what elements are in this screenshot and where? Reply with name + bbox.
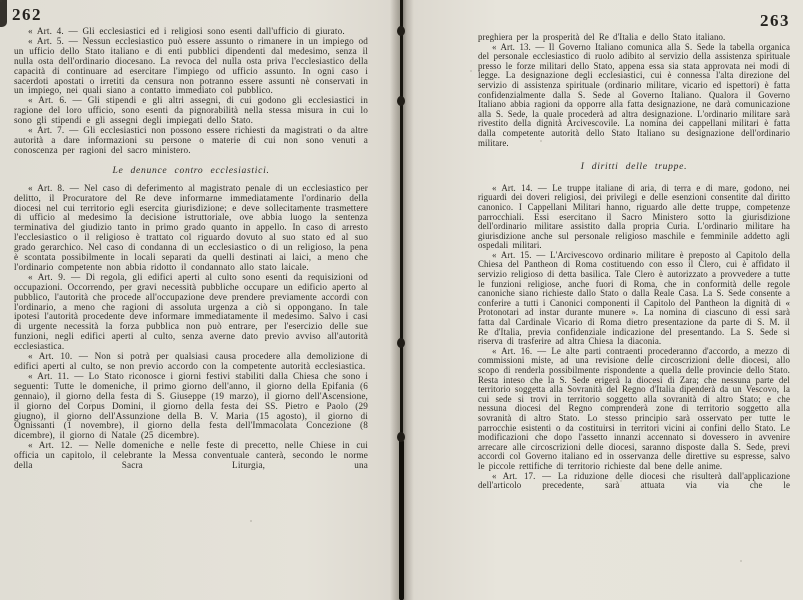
binding-stitch [397,26,405,36]
gutter-binding-line-bottom [399,440,404,600]
binding-stitch [397,432,405,442]
left-section-heading: Le denunce contro ecclesiastici. [112,164,270,176]
article-11: « Art. 11. — Lo Stato riconosce i giorni festivi stabiliti dalla Chiesa che sono i seguenti: Tutte le domeniche, il primo giorno dell'anno, il giorno della Epifania (6 gennaio), il giorno della festa di S. Giuseppe (19 marzo), il giorno dell'Ascensione, il giorno del Corpus Domini, il giorno della festa dei SS. Pietro e Paolo (29 giugno), il giorno dell'Assunzione della B. V. Maria (15 agosto), il giorno di Ognissanti (1 novembre), il giorno della festa dell'Immacolata Concezione (8 dicembre), il giorno di Natale (25 dicembre). [14,370,368,441]
article-6: « Art. 6. — Gli stipendi e gli altri assegni, di cui godono gli ecclesiastici in ragione del loro ufficio, sono esenti da pignorabilità nella stessa misura in cui lo sono gli stipendi e gli assegni degli impiegati dello Stato. [14,95,368,126]
article-8: « Art. 8. — Nel caso di deferimento al magistrato penale di un ecclesiastico per delitto, il Procuratore del Re deve informarne immediatamente l'ordinario della diocesi nel cui territorio egli esercita giurisdizione; e deve sollecitamente trasmettere di ufficio al medesimo la decisione istruttoriale, ove abbia luogo la sentenza terminativa del giudizio tanto in primo grado quanto in appello. In caso di arresto l'ecclesiastico o il religioso è trattato col riguardo dovuto al suo stato ed al suo grado gerarchico. Nel caso di condanna di un ecclesiastico o di un religioso, la pena è scontata possibilmente in locali separati da quelli destinati ai laici, a meno che l'ordinario competente non abbia ridotto il condannato allo stato laicale. [14,182,368,272]
article-5: « Art. 5. — Nessun ecclesiastico può essere assunto o rimanere in un impiego od un ufficio dello Stato italiano e di enti pubblici dipendenti dal medesimo, senza il nulla osta dell'ordinario diocesano. La revoca del nulla osta priva l'ecclesiastico della capacità di continuare ad esercitare l'impiego od ufficio assunto. In ogni caso i sacerdoti apostati o irretiti da censura non potranno essere assunti nè conservati in un impiego, nei quali siano a contatto immediato col pubblico. [14,35,368,96]
article-7: « Art. 7. — Gli ecclesiastici non possono essere richiesti da magistrati o da altre autorità a dare informazioni su persone o materie di cui non sono venuti a conoscenza per ragioni del sacro ministero. [14,125,368,155]
page-number-right: 263 [760,11,790,30]
right-text-column [478,33,790,597]
right-section-heading: I diritti delle truppe. [580,161,688,173]
binding-stitch [397,96,405,106]
binding-stitch [397,338,405,348]
article-13: « Art. 13. — Il Governo Italiano comunica alla S. Sede la tabella organica del personale ecclesiastico di ruolo adibito al servizio della assistenza spirituale presso le forze militari dello Stato, appena essa sia stata approvata nei modi di legge. La designazione degli ecclesiastici, cui è connessa l'alta direzione del servizio di assistenza spirituale (ordinario militare, vicario ed ispettori) è fatta confidenzialmente dalla S. Sede al Governo Italiano. Qualora il Governo Italiano abbia ragioni da opporre alla fatta designazione, ne darà comunicazione alla S. Sede, la quale procederà ad altra designazione. L'ordinario militare sarà rivestito della dignità Arcivescovile. La nomina dei cappellani militari è fatta dalla competente autorità dello Stato Italiano su designazione dell'ordinario militare. [478,41,790,148]
left-text-column [14,27,368,597]
article-10: « Art. 10. — Non si potrà per qualsiasi causa procedere alla demolizione di edifici aperti al culto, se non previo accordo con la competente autorità ecclesiastica. [14,351,368,371]
article-12: « Art. 12. — Nelle domeniche e nelle feste di precetto, nelle Chiese in cui officia un capitolo, il celebrante la Messa conventuale canterà, secondo le norme della Sacra Liturgia, una [14,440,368,471]
article-14: « Art. 14. — Le truppe italiane di aria, di terra e di mare, godono, nei riguardi dei doveri religiosi, dei privilegi e delle esenzioni consentite dal diritto canonico. I Cappellani Militari hanno, riguardo alle dette truppe, competenze parrocchiali. Essi esercitano il Sacro Ministero sotto la giurisdizione dell'ordinario militare assistito dalla propria Curia. L'ordinario militare ha giurisdizione anche sul personale religioso maschile e femminile addetto agli ospedali militari. [478,182,790,251]
article-17: « Art. 17. — La riduzione delle diocesi che risulterà dall'applicazione dell'articolo precedente, sarà attuata via via che le [478,470,790,491]
book-gutter [390,0,414,600]
article-12-continuation: preghiera per la prosperità del Re d'Italia e dello Stato italiano. [478,33,726,42]
article-9: « Art. 9. — Di regola, gli edifici aperti al culto sono esenti da requisizioni od occupazioni. Occorrendo, per gravi necessità pubbliche occupare un edificio aperto al pubblico, l'autorità che procede all'occupazione deve prendere previamente accordi con l'ordinario, a meno che ragioni di assoluta urgenza a ciò si oppongano. In tale ipotesi l'autorità procedente deve informare immediatamente il medesimo. Salvo i casi di urgente necessità la forza pubblica non può entrare, per l'esercizio delle sue funzioni, negli edifici aperti al culto, senza averne dato previo avviso all'autorità ecclesiastica. [14,271,368,352]
paper-specks [0,0,2,2]
article-16: « Art. 16. — Le alte parti contraenti procederanno d'accordo, a mezzo di commissioni miste, ad una revisione delle circoscrizioni delle diocesi, allo scopo di renderla possibilmente rispondente a quella delle provincie dello Stato. Resta inteso che la S. Sede erigerà la diocesi di Zara; che nessuna parte del territorio soggetta alla Sovranità del Regno d'Italia dipenderà da un Vescovo, la cui sede si trovi in territorio soggetto alla sovranità di altro Stato; e che nessuna diocesi del Regno comprenderà zone di territorio soggetto alla sovranità di altro Stato. Lo stesso principio sarà osservato per tutte le parrocchie esistenti o da costituirsi in territori vicini ai confini dello Stato. Le modificazioni che dopo l'assetto innanzi accennato si dovessero in avvenire arrecare alle circoscrizioni delle diocesi, saranno disposte dalla S. Sede, previ accordi col Governo italiano ed in osservanza delle direttive su espresse, salvo le piccole rettifiche di territorio richieste dal bene delle anime. [478,345,790,471]
page-number-left: 262 [12,5,42,24]
article-4: « Art. 4. — Gli ecclesiastici ed i religiosi sono esenti dall'ufficio di giurato. [28,27,345,36]
article-15: « Art. 15. — L'Arcivescovo ordinario militare è preposto al Capitolo della Chiesa del Pantheon di Roma costituendo con esso il Clero, cui è affidato il servizio religioso di detta basilica. Tale Clero è autorizzato a provvedere a tutte le funzioni religiose, anche fuori di Roma, che in conformità delle regole canoniche siano richieste dallo Stato o dalla Reale Casa. La S. Sede consente a conferire a tutti i Canonici componenti il Capitolo del Pantheon la dignità di « Protonotari ad instar durante munere ». La nomina di ciascuno di essi sarà fatta dal Cardinale Vicario di Roma dietro presentazione da parte di S. M. il Re d'Italia, previa confidenziale indicazione del presentando. La S. Sede si riserva di trasferire ad altra Chiesa la diaconia. [478,249,790,347]
scan-corner-mark [0,0,7,27]
